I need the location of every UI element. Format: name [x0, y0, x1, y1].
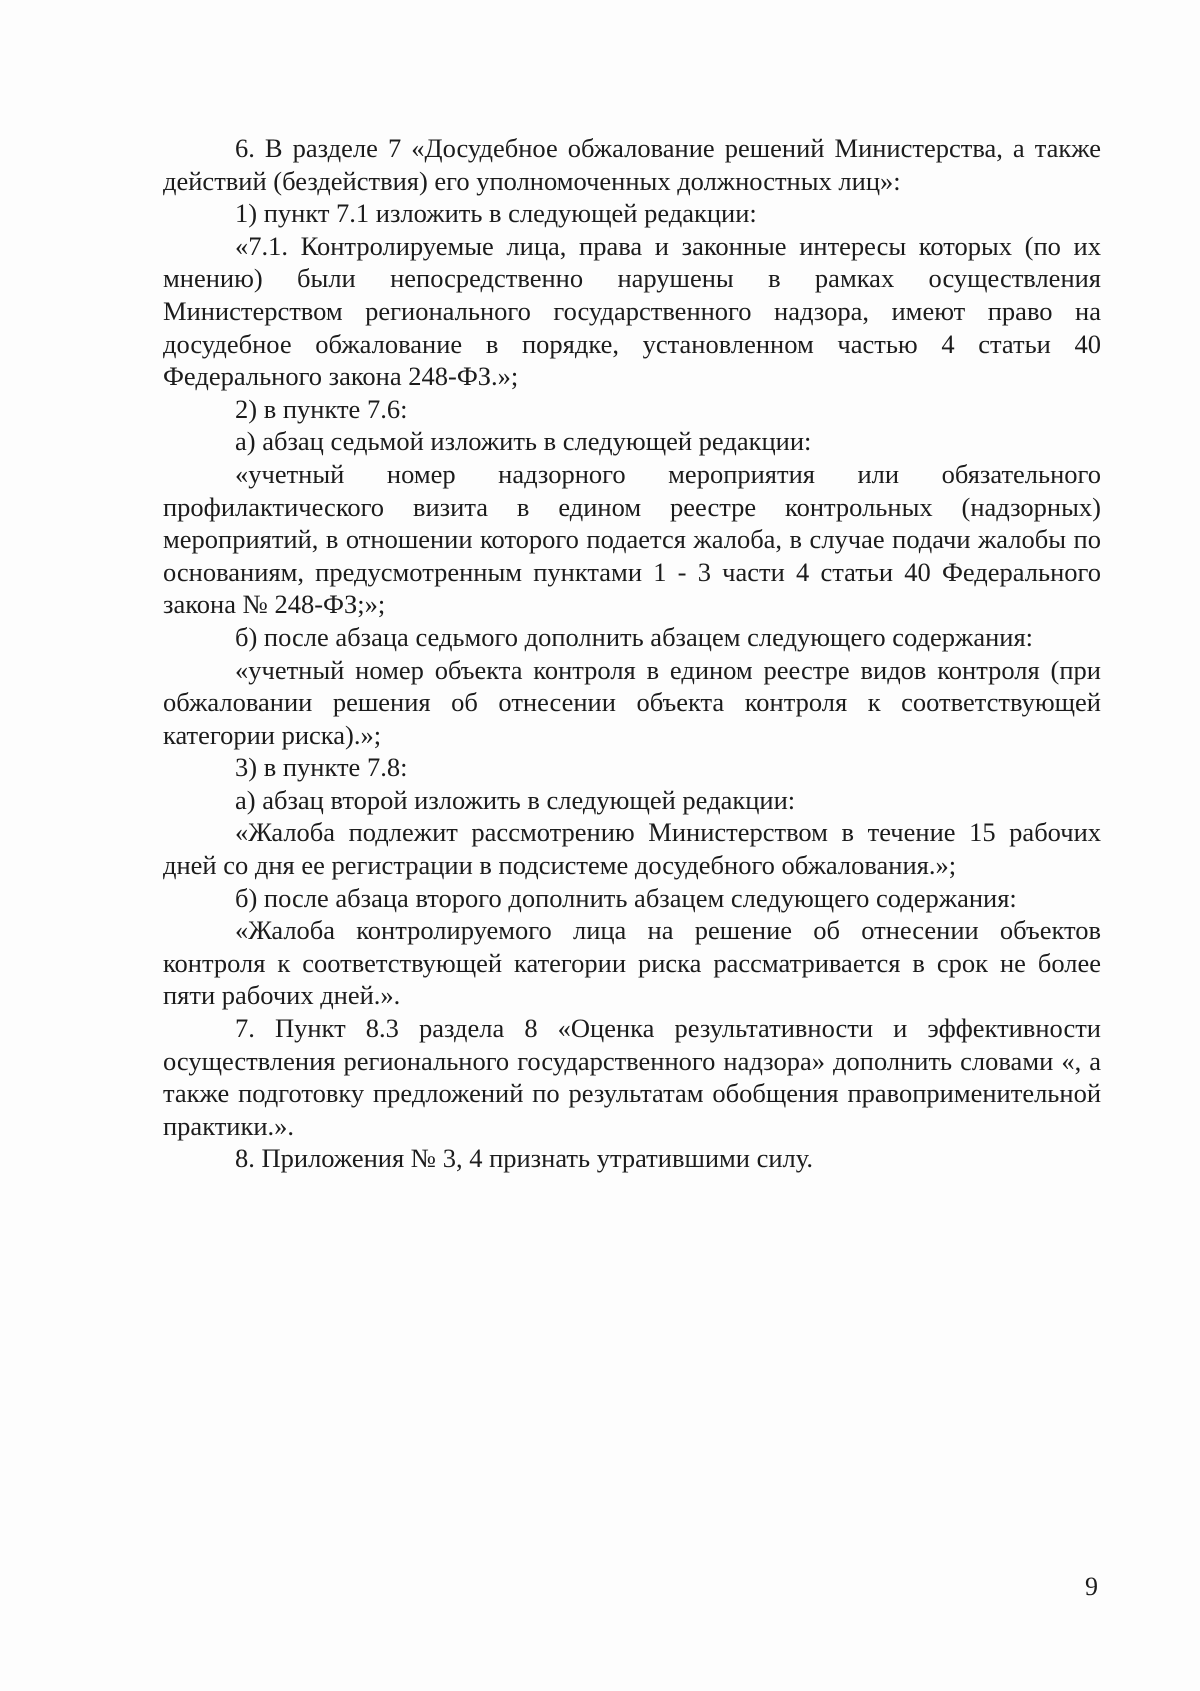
paragraph-item-7-1-heading: 1) пункт 7.1 изложить в следующей редакции: [235, 198, 757, 229]
paragraph-item-7-6-heading: 2) в пункте 7.6: [235, 393, 408, 424]
paragraph-item-7-8-b-heading: б) после абзаца второго дополнить абзацем следующего содержания: [235, 882, 1017, 913]
document-body [163, 132, 1101, 1175]
paragraph-item-7-6-a-text: «учетный номер надзорного мероприятия или обязательного профилактического визита в едином реестре контрольных (надзорных) мероприятий, в отношении которого подается жалоба, в случае подачи жалобы по основаниям, предусмотренным пунктами 1 - 3 части 4 статьи 40 Федерального закона № 248-ФЗ;»; [163, 458, 1101, 620]
paragraph-item-7-8-b-text: «Жалоба контролируемого лица на решение об отнесении объектов контроля к соответствующей категории риска рассматривается в срок не более пяти рабочих дней.». [163, 915, 1101, 1011]
paragraph-item-7-8-a-heading: а) абзац второй изложить в следующей редакции: [235, 784, 796, 815]
page-number: 9 [1085, 1572, 1098, 1601]
paragraph-item-7-8-heading: 3) в пункте 7.8: [235, 752, 408, 783]
paragraph-item-7-6-b-text: «учетный номер объекта контроля в едином реестре видов контроля (при обжаловании решения об отнесении объекта контроля к соответствующей категории риска).»; [163, 654, 1101, 750]
paragraph-item-7-1-text: «7.1. Контролируемые лица, права и законные интересы которых (по их мнению) были непосредственно нарушены в рамках осуществления Министерством регионального государственного надзора, имеют право на досудебное обжалование в порядке, установленном частью 4 статьи 40 Федерального закона 248-ФЗ.»; [163, 230, 1101, 392]
paragraph-item-7-6-b-heading: б) после абзаца седьмого дополнить абзацем следующего содержания: [235, 621, 1034, 652]
paragraph-item-7-6-a-heading: а) абзац седьмой изложить в следующей редакции: [235, 426, 812, 457]
paragraph-section-7-intro: 6. В разделе 7 «Досудебное обжалование решений Министерства, а также действий (бездействия) его уполномоченных должностных лиц»: [163, 133, 1101, 196]
paragraph-appendices: 8. Приложения № 3, 4 признать утратившими силу. [235, 1143, 814, 1174]
paragraph-section-8: 7. Пункт 8.3 раздела 8 «Оценка результативности и эффективности осуществления регионального государственного надзора» дополнить словами «, а также подготовку предложений по результатам обобщения правоприменительной практики.». [163, 1013, 1101, 1141]
paragraph-item-7-8-a-text: «Жалоба подлежит рассмотрению Министерством в течение 15 рабочих дней со дня ее регистрации в подсистеме досудебного обжалования.»; [163, 817, 1101, 881]
